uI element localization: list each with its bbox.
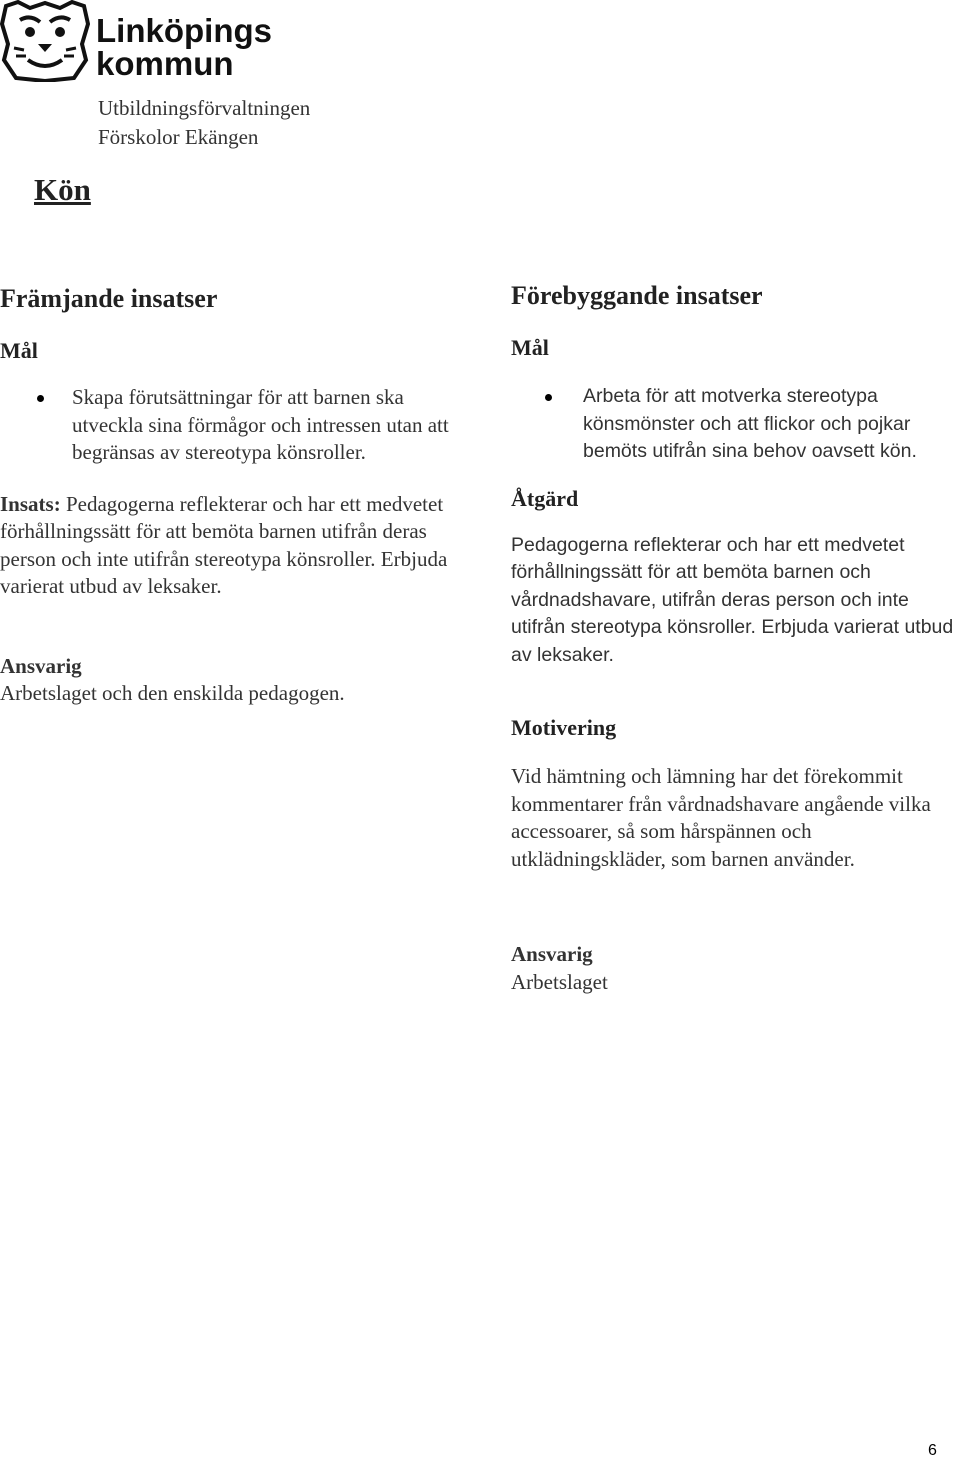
department-name: Utbildningsförvaltningen bbox=[98, 96, 311, 120]
page-number: 6 bbox=[928, 1442, 937, 1459]
list-item bbox=[511, 383, 960, 466]
organization-info bbox=[98, 94, 310, 152]
bullet-icon bbox=[37, 395, 44, 402]
action-text: Pedagogerna reflekterar och har ett medvetet förhållningssätt för att bemöta barnen och vårdnadshavare, utifrån deras person och inte utifrån stereotypa könsroller. Erbjuda varierat utbud av leksaker. bbox=[511, 533, 954, 666]
lion-head-icon bbox=[0, 0, 90, 82]
goal-text: Skapa förutsättningar för att barnen ska utveckla sina förmågor och intressen utan att begränsas av stereotypa könsroller. bbox=[72, 385, 449, 464]
insats-paragraph bbox=[0, 491, 470, 601]
responsible-text: Arbetslaget bbox=[511, 969, 608, 994]
section-heading: Främjande insatser bbox=[0, 284, 218, 313]
promotive-section bbox=[0, 282, 470, 708]
goal-list bbox=[0, 384, 470, 467]
responsible-label: Ansvarig bbox=[511, 942, 593, 966]
page-title: Kön bbox=[34, 172, 91, 207]
goal-list bbox=[511, 383, 960, 466]
bullet-icon bbox=[545, 394, 552, 401]
list-item bbox=[0, 384, 470, 467]
action-label: Åtgärd bbox=[511, 485, 579, 511]
goal-label: Mål bbox=[511, 335, 549, 360]
motivation-text: Vid hämtning och lämning har det förekommit kommentarer från vårdnadshavare angående vilka accessoarer, så som hårspännen och utklädningskläder, som barnen använder. bbox=[511, 764, 931, 871]
municipality-logo bbox=[0, 0, 300, 82]
goal-label: Mål bbox=[0, 338, 38, 363]
logo-text-line1: Linköpings bbox=[96, 12, 272, 49]
insats-label: Insats: bbox=[0, 491, 61, 516]
insats-text: Pedagogerna reflekterar och har ett medvetet förhållningssätt för att bemöta barnen utifrån deras person och inte utifrån stereotypa könsroller. Erbjuda varierat utbud av leksaker. bbox=[0, 491, 448, 598]
section-heading: Förebyggande insatser bbox=[511, 281, 763, 310]
responsible-text: Arbetslaget och den enskilda pedagogen. bbox=[0, 681, 345, 705]
motivation-label: Motivering bbox=[511, 715, 617, 740]
responsible-label: Ansvarig bbox=[0, 653, 82, 678]
goal-text: Arbeta för att motverka stereotypa könsmönster och att flickor och pojkar bemöts utifrån sina behov oavsett kön. bbox=[583, 385, 917, 462]
logo-text-line2: kommun bbox=[96, 45, 234, 82]
preventive-section bbox=[511, 279, 960, 996]
unit-name: Förskolor Ekängen bbox=[98, 125, 259, 149]
